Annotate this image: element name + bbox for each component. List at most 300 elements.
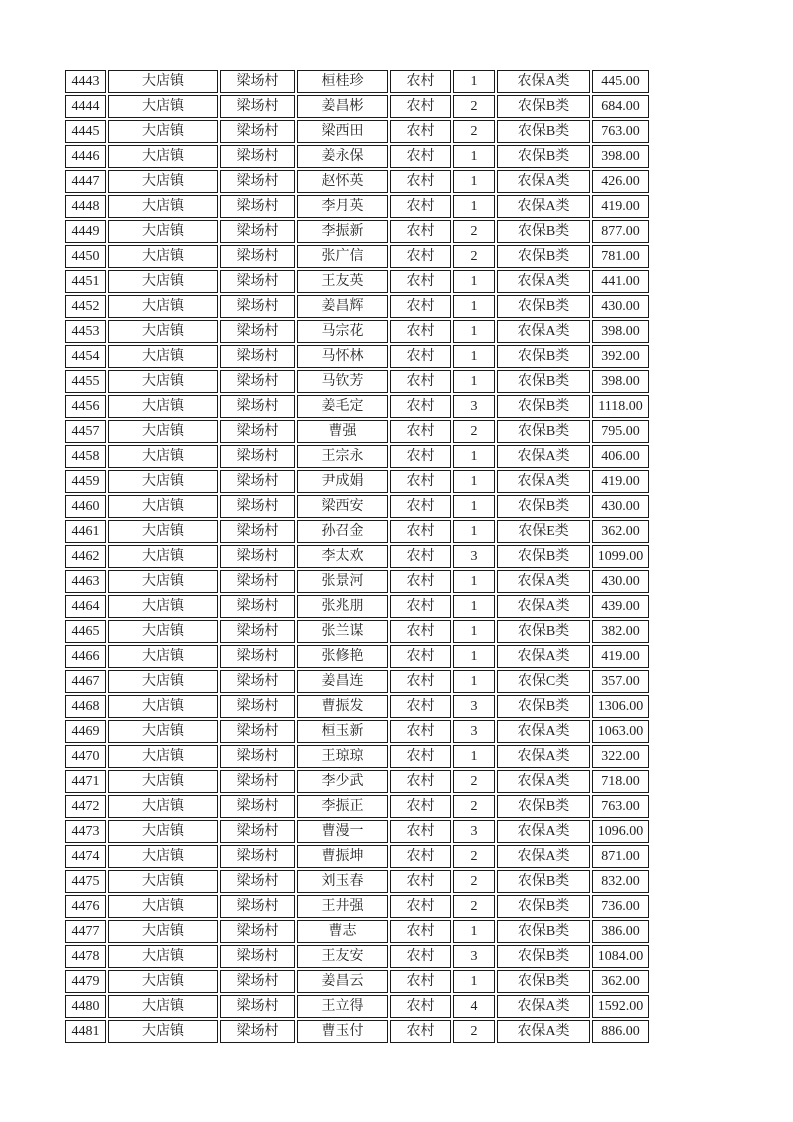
cell-amount: 419.00 [592,470,649,493]
cell-town: 大店镇 [108,345,218,368]
cell-insurance-category: 农保A类 [497,595,590,618]
cell-person-count: 1 [453,270,495,293]
cell-person-count: 1 [453,920,495,943]
cell-person-count: 2 [453,1020,495,1043]
cell-amount: 392.00 [592,345,649,368]
cell-town: 大店镇 [108,95,218,118]
cell-serial-number: 4443 [65,70,106,93]
cell-residence-type: 农村 [390,420,451,443]
cell-town: 大店镇 [108,495,218,518]
cell-village: 梁场村 [220,870,295,893]
cell-insurance-category: 农保A类 [497,70,590,93]
cell-person-name: 桓桂珍 [297,70,388,93]
cell-village: 梁场村 [220,220,295,243]
cell-insurance-category: 农保B类 [497,545,590,568]
cell-town: 大店镇 [108,570,218,593]
cell-person-count: 1 [453,320,495,343]
cell-insurance-category: 农保B类 [497,970,590,993]
table-row [65,695,649,718]
cell-residence-type: 农村 [390,845,451,868]
cell-amount: 357.00 [592,670,649,693]
cell-serial-number: 4457 [65,420,106,443]
cell-person-count: 2 [453,895,495,918]
cell-residence-type: 农村 [390,920,451,943]
cell-insurance-category: 农保A类 [497,445,590,468]
cell-person-count: 1 [453,495,495,518]
cell-insurance-category: 农保A类 [497,720,590,743]
cell-serial-number: 4458 [65,445,106,468]
cell-amount: 736.00 [592,895,649,918]
cell-person-count: 1 [453,470,495,493]
cell-serial-number: 4445 [65,120,106,143]
cell-amount: 430.00 [592,570,649,593]
cell-person-count: 2 [453,95,495,118]
cell-town: 大店镇 [108,795,218,818]
table-row [65,395,649,418]
cell-insurance-category: 农保A类 [497,170,590,193]
cell-insurance-category: 农保A类 [497,570,590,593]
cell-person-count: 1 [453,970,495,993]
cell-amount: 795.00 [592,420,649,443]
table-body [65,70,649,1043]
cell-insurance-category: 农保A类 [497,820,590,843]
cell-person-name: 马宗花 [297,320,388,343]
cell-person-count: 2 [453,245,495,268]
cell-person-count: 1 [453,295,495,318]
cell-person-name: 李振正 [297,795,388,818]
cell-amount: 398.00 [592,145,649,168]
cell-residence-type: 农村 [390,470,451,493]
table-row [65,420,649,443]
cell-town: 大店镇 [108,720,218,743]
cell-person-name: 桓玉新 [297,720,388,743]
table-row [65,670,649,693]
cell-insurance-category: 农保B类 [497,145,590,168]
cell-amount: 1592.00 [592,995,649,1018]
cell-person-count: 1 [453,445,495,468]
cell-town: 大店镇 [108,120,218,143]
cell-residence-type: 农村 [390,995,451,1018]
table-row [65,495,649,518]
cell-town: 大店镇 [108,595,218,618]
cell-insurance-category: 农保A类 [497,195,590,218]
cell-residence-type: 农村 [390,495,451,518]
cell-person-name: 姜昌彬 [297,95,388,118]
table-row [65,720,649,743]
table-row [65,1020,649,1043]
cell-serial-number: 4480 [65,995,106,1018]
cell-person-name: 王立得 [297,995,388,1018]
cell-town: 大店镇 [108,770,218,793]
cell-village: 梁场村 [220,595,295,618]
cell-residence-type: 农村 [390,645,451,668]
cell-village: 梁场村 [220,620,295,643]
cell-town: 大店镇 [108,645,218,668]
cell-person-count: 2 [453,870,495,893]
cell-amount: 445.00 [592,70,649,93]
cell-person-name: 曹志 [297,920,388,943]
cell-serial-number: 4451 [65,270,106,293]
cell-residence-type: 农村 [390,895,451,918]
cell-person-count: 4 [453,995,495,1018]
cell-person-name: 曹振坤 [297,845,388,868]
cell-insurance-category: 农保B类 [497,220,590,243]
cell-insurance-category: 农保B类 [497,120,590,143]
cell-town: 大店镇 [108,670,218,693]
table-row [65,870,649,893]
cell-person-name: 王井强 [297,895,388,918]
cell-residence-type: 农村 [390,395,451,418]
cell-serial-number: 4448 [65,195,106,218]
cell-amount: 877.00 [592,220,649,243]
cell-amount: 1099.00 [592,545,649,568]
cell-insurance-category: 农保B类 [497,920,590,943]
table-row [65,170,649,193]
table-row [65,70,649,93]
cell-amount: 430.00 [592,295,649,318]
table-row [65,145,649,168]
cell-village: 梁场村 [220,645,295,668]
cell-amount: 1084.00 [592,945,649,968]
cell-village: 梁场村 [220,845,295,868]
cell-town: 大店镇 [108,970,218,993]
cell-insurance-category: 农保E类 [497,520,590,543]
cell-person-count: 2 [453,220,495,243]
cell-residence-type: 农村 [390,820,451,843]
cell-person-count: 2 [453,845,495,868]
cell-village: 梁场村 [220,95,295,118]
cell-insurance-category: 农保B类 [497,420,590,443]
table-row [65,945,649,968]
cell-insurance-category: 农保B类 [497,345,590,368]
cell-town: 大店镇 [108,845,218,868]
cell-village: 梁场村 [220,470,295,493]
cell-village: 梁场村 [220,270,295,293]
cell-insurance-category: 农保C类 [497,670,590,693]
cell-insurance-category: 农保B类 [497,795,590,818]
cell-residence-type: 农村 [390,595,451,618]
cell-serial-number: 4461 [65,520,106,543]
cell-town: 大店镇 [108,470,218,493]
cell-amount: 871.00 [592,845,649,868]
cell-town: 大店镇 [108,520,218,543]
cell-village: 梁场村 [220,495,295,518]
cell-person-name: 王友英 [297,270,388,293]
table-row [65,270,649,293]
cell-amount: 1063.00 [592,720,649,743]
cell-serial-number: 4466 [65,645,106,668]
cell-amount: 1118.00 [592,395,649,418]
table-row [65,470,649,493]
cell-town: 大店镇 [108,945,218,968]
cell-amount: 763.00 [592,795,649,818]
cell-person-name: 姜昌辉 [297,295,388,318]
cell-person-name: 马怀林 [297,345,388,368]
cell-village: 梁场村 [220,420,295,443]
cell-village: 梁场村 [220,520,295,543]
cell-person-name: 刘玉春 [297,870,388,893]
cell-insurance-category: 农保B类 [497,295,590,318]
cell-serial-number: 4462 [65,545,106,568]
cell-residence-type: 农村 [390,195,451,218]
cell-village: 梁场村 [220,245,295,268]
cell-residence-type: 农村 [390,795,451,818]
cell-person-count: 3 [453,545,495,568]
cell-amount: 406.00 [592,445,649,468]
cell-serial-number: 4452 [65,295,106,318]
cell-residence-type: 农村 [390,170,451,193]
cell-town: 大店镇 [108,920,218,943]
cell-person-count: 1 [453,345,495,368]
cell-amount: 1306.00 [592,695,649,718]
cell-residence-type: 农村 [390,970,451,993]
cell-amount: 398.00 [592,320,649,343]
cell-person-count: 3 [453,695,495,718]
cell-person-name: 张修艳 [297,645,388,668]
cell-village: 梁场村 [220,695,295,718]
table-row [65,770,649,793]
cell-person-count: 2 [453,120,495,143]
cell-amount: 684.00 [592,95,649,118]
cell-insurance-category: 农保A类 [497,645,590,668]
table-row [65,570,649,593]
cell-village: 梁场村 [220,820,295,843]
cell-serial-number: 4474 [65,845,106,868]
table-row [65,95,649,118]
cell-insurance-category: 农保B类 [497,695,590,718]
cell-town: 大店镇 [108,870,218,893]
cell-person-name: 王琼琼 [297,745,388,768]
cell-amount: 322.00 [592,745,649,768]
table-row [65,620,649,643]
cell-town: 大店镇 [108,1020,218,1043]
cell-amount: 1096.00 [592,820,649,843]
cell-town: 大店镇 [108,445,218,468]
table-row [65,595,649,618]
cell-village: 梁场村 [220,770,295,793]
cell-person-count: 1 [453,145,495,168]
cell-town: 大店镇 [108,545,218,568]
cell-town: 大店镇 [108,145,218,168]
cell-amount: 886.00 [592,1020,649,1043]
cell-insurance-category: 农保A类 [497,745,590,768]
cell-village: 梁场村 [220,1020,295,1043]
cell-village: 梁场村 [220,995,295,1018]
cell-person-count: 1 [453,570,495,593]
cell-residence-type: 农村 [390,670,451,693]
cell-town: 大店镇 [108,695,218,718]
cell-village: 梁场村 [220,895,295,918]
cell-residence-type: 农村 [390,320,451,343]
cell-village: 梁场村 [220,445,295,468]
cell-residence-type: 农村 [390,445,451,468]
table-row [65,745,649,768]
cell-person-count: 3 [453,820,495,843]
cell-serial-number: 4478 [65,945,106,968]
cell-insurance-category: 农保B类 [497,495,590,518]
cell-insurance-category: 农保A类 [497,1020,590,1043]
cell-serial-number: 4463 [65,570,106,593]
cell-town: 大店镇 [108,995,218,1018]
cell-serial-number: 4472 [65,795,106,818]
table-row [65,295,649,318]
cell-person-name: 张兰谋 [297,620,388,643]
cell-residence-type: 农村 [390,870,451,893]
cell-person-name: 王友安 [297,945,388,968]
cell-village: 梁场村 [220,570,295,593]
cell-person-count: 1 [453,170,495,193]
cell-person-count: 1 [453,745,495,768]
cell-village: 梁场村 [220,970,295,993]
cell-insurance-category: 农保B类 [497,620,590,643]
cell-insurance-category: 农保A类 [497,995,590,1018]
cell-serial-number: 4447 [65,170,106,193]
cell-amount: 426.00 [592,170,649,193]
cell-town: 大店镇 [108,195,218,218]
cell-insurance-category: 农保A类 [497,470,590,493]
cell-amount: 386.00 [592,920,649,943]
cell-insurance-category: 农保B类 [497,245,590,268]
cell-residence-type: 农村 [390,695,451,718]
cell-insurance-category: 农保B类 [497,395,590,418]
cell-person-count: 2 [453,795,495,818]
table-row [65,920,649,943]
cell-residence-type: 农村 [390,70,451,93]
cell-village: 梁场村 [220,395,295,418]
table-row [65,220,649,243]
cell-serial-number: 4477 [65,920,106,943]
cell-person-name: 李太欢 [297,545,388,568]
cell-person-name: 王宗永 [297,445,388,468]
cell-town: 大店镇 [108,395,218,418]
cell-insurance-category: 农保B类 [497,95,590,118]
cell-person-name: 张广信 [297,245,388,268]
cell-amount: 763.00 [592,120,649,143]
pension-records-table [63,68,651,1045]
cell-town: 大店镇 [108,245,218,268]
cell-residence-type: 农村 [390,520,451,543]
cell-residence-type: 农村 [390,620,451,643]
table-row [65,445,649,468]
cell-serial-number: 4465 [65,620,106,643]
cell-person-name: 孙召金 [297,520,388,543]
cell-amount: 441.00 [592,270,649,293]
cell-person-count: 1 [453,595,495,618]
table-row [65,195,649,218]
cell-village: 梁场村 [220,670,295,693]
cell-serial-number: 4475 [65,870,106,893]
cell-town: 大店镇 [108,820,218,843]
cell-residence-type: 农村 [390,245,451,268]
cell-person-name: 张兆朋 [297,595,388,618]
cell-residence-type: 农村 [390,570,451,593]
cell-insurance-category: 农保A类 [497,770,590,793]
table-row [65,845,649,868]
table-row [65,970,649,993]
cell-town: 大店镇 [108,170,218,193]
table-row [65,820,649,843]
table-row [65,645,649,668]
cell-town: 大店镇 [108,420,218,443]
table-row [65,120,649,143]
cell-person-name: 曹玉付 [297,1020,388,1043]
cell-amount: 398.00 [592,370,649,393]
cell-serial-number: 4481 [65,1020,106,1043]
cell-residence-type: 农村 [390,95,451,118]
cell-village: 梁场村 [220,320,295,343]
cell-insurance-category: 农保A类 [497,320,590,343]
cell-serial-number: 4459 [65,470,106,493]
cell-person-name: 梁西田 [297,120,388,143]
cell-person-name: 姜昌云 [297,970,388,993]
cell-person-count: 3 [453,395,495,418]
cell-village: 梁场村 [220,795,295,818]
table-row [65,795,649,818]
cell-town: 大店镇 [108,370,218,393]
cell-amount: 439.00 [592,595,649,618]
cell-serial-number: 4453 [65,320,106,343]
table-row [65,995,649,1018]
cell-person-name: 李月英 [297,195,388,218]
cell-person-count: 1 [453,645,495,668]
cell-insurance-category: 农保A类 [497,270,590,293]
cell-village: 梁场村 [220,945,295,968]
cell-person-count: 1 [453,670,495,693]
cell-insurance-category: 农保B类 [497,945,590,968]
cell-serial-number: 4476 [65,895,106,918]
cell-amount: 832.00 [592,870,649,893]
cell-person-name: 马钦芳 [297,370,388,393]
cell-person-count: 1 [453,370,495,393]
cell-serial-number: 4455 [65,370,106,393]
table-row [65,520,649,543]
cell-person-name: 姜永保 [297,145,388,168]
cell-serial-number: 4449 [65,220,106,243]
cell-insurance-category: 农保B类 [497,895,590,918]
cell-village: 梁场村 [220,745,295,768]
cell-residence-type: 农村 [390,220,451,243]
cell-town: 大店镇 [108,620,218,643]
cell-village: 梁场村 [220,720,295,743]
cell-insurance-category: 农保B类 [497,370,590,393]
cell-serial-number: 4468 [65,695,106,718]
cell-residence-type: 农村 [390,545,451,568]
cell-person-name: 赵怀英 [297,170,388,193]
cell-person-count: 1 [453,520,495,543]
table-row [65,370,649,393]
cell-person-name: 尹成娟 [297,470,388,493]
cell-town: 大店镇 [108,270,218,293]
cell-residence-type: 农村 [390,295,451,318]
cell-residence-type: 农村 [390,345,451,368]
cell-person-count: 3 [453,720,495,743]
cell-amount: 781.00 [592,245,649,268]
cell-person-name: 李少武 [297,770,388,793]
table-row [65,545,649,568]
cell-person-name: 姜毛定 [297,395,388,418]
cell-person-name: 曹强 [297,420,388,443]
cell-person-name: 曹漫一 [297,820,388,843]
cell-town: 大店镇 [108,220,218,243]
cell-person-count: 3 [453,945,495,968]
cell-village: 梁场村 [220,295,295,318]
table-row [65,345,649,368]
cell-village: 梁场村 [220,70,295,93]
cell-town: 大店镇 [108,295,218,318]
cell-person-count: 1 [453,70,495,93]
cell-residence-type: 农村 [390,270,451,293]
cell-village: 梁场村 [220,920,295,943]
